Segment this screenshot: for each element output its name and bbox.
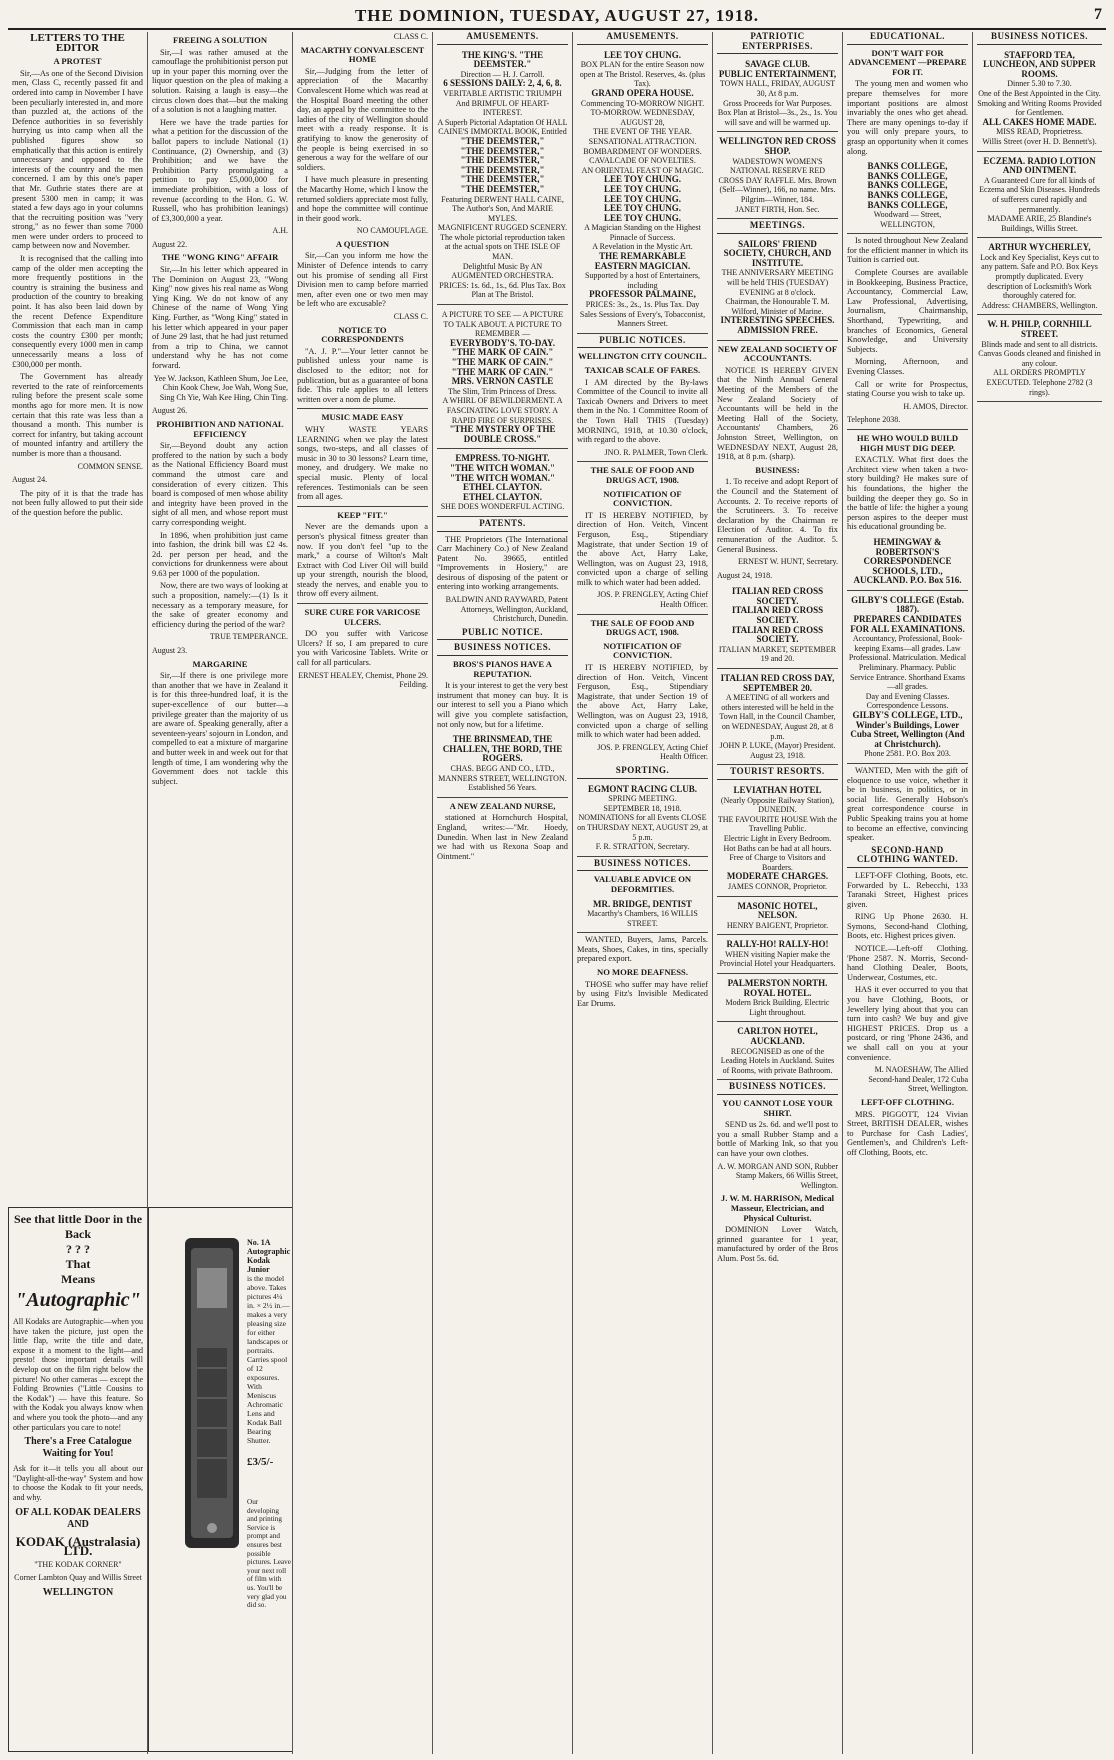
- kodak-brand: KODAK (Australasia) LTD.: [15, 1533, 141, 1559]
- ad-line: ITALIAN RED CROSS SOCIETY.: [731, 605, 824, 626]
- ad-line: A Magician Standing on the Highest Pinnacle of Success.: [584, 223, 701, 242]
- section-title-amusements: AMUSEMENTS.: [437, 32, 568, 45]
- letter-signature: A.H.: [272, 226, 288, 236]
- ad-masonic-hotel: [717, 899, 838, 936]
- ad-line: MAGNIFICENT RUGGED SCENERY. The whole pictorial reproduction taken at the actual spots on THE ISLE OF MAN.: [437, 223, 568, 262]
- notice-signature: JOS. P. FRENGLEY, Acting Chief Health Officer.: [597, 590, 708, 610]
- ad-paragraph: Is noted throughout New Zealand for the efficient manner in which its Tuition is carried out.: [847, 236, 968, 265]
- camera-description: [247, 1238, 291, 1445]
- ad-line: "THE DEEMSTER,": [460, 164, 545, 175]
- ad-line: Featuring DERWENT HALL CAINE, The Author's Son, And MARIE MYLES.: [441, 194, 564, 223]
- section-title-business-2: BUSINESS NOTICES.: [577, 859, 708, 872]
- ad-line: Gross Proceeds for War Purposes. Box Plan at Bristol—3s., 2s., 1s. You will save and will be warmed up.: [717, 98, 838, 127]
- ad-phone: Telephone 2038.: [847, 415, 901, 425]
- ad-line: Address: CHAMBERS, Wellington.: [981, 300, 1098, 310]
- ad-title-nurse: A NEW ZEALAND NURSE,: [449, 800, 556, 811]
- ad-line: Chairman, the Honourable T. M. Wilford, Minister of Marine.: [725, 297, 830, 316]
- section-title-meetings: MEETINGS.: [717, 221, 838, 234]
- ad-title: W. H. PHILP, CORNHILL STREET.: [987, 319, 1092, 340]
- ad-line: BOX PLAN for the entire Season now open at The Bristol. Reserves, 4s. (plus Tax).: [579, 60, 706, 89]
- ad-rally-ho: [717, 937, 838, 974]
- notice-title-conviction-2: NOTIFICATION OF CONVICTION.: [603, 640, 682, 661]
- kodak-city: WELLINGTON: [42, 1586, 114, 1598]
- ad-title: SAILORS' FRIEND SOCIETY, CHURCH, AND INSTITUTE.: [723, 238, 832, 268]
- ad-line: PUBLIC ENTERTAINMENT,: [718, 68, 837, 79]
- ad-line: Direction — H. J. Carroll.: [460, 69, 545, 79]
- notice-paragraph: I AM directed by the By-laws Committee of the Council to invite all Taxicab Owners and Drivers to meet them in the No. 1 Committee Room of the Town Hall THIS (Tuesday) MORNING, 1918, at 10.30 o'clock, with regard to the above.: [577, 377, 708, 445]
- section-title-business: BUSINESS NOTICES.: [437, 643, 568, 656]
- ad-line: JANET FIRTH, Hon. Sec.: [735, 204, 820, 214]
- letter-paragraph: The pity of it is that the trade has not been fully allowed to put their side of the question before the public.: [12, 488, 143, 517]
- ad-title: CARLTON HOTEL, AUCKLAND.: [737, 1026, 818, 1047]
- ad-opera-house: [577, 48, 708, 334]
- column-educational: [843, 32, 973, 1754]
- ad-line: One of the Best Appointed in the City. Smoking and Writing Rooms Provided for Gentlemen.: [977, 88, 1102, 118]
- ad-dentist: [577, 897, 708, 934]
- notice-signature: JNO. R. PALMER, Town Clerk.: [604, 447, 708, 457]
- ad-egmont-racing: [577, 782, 708, 857]
- notice-paragraph: IT IS HEREBY NOTIFIED, by direction of Hon. Veitch, Vincent Ferguson, Esq., Stipendiary Magistrate, that under Section 19 of the above Act, Harry Lake, Wellington, was on August 23, 1918, convicted upon a charge of selling milk to which water had been added.: [577, 663, 708, 740]
- ad-carlton-hotel: [717, 1024, 838, 1080]
- ad-title: ROYAL HOTEL.: [743, 987, 812, 998]
- ad-wycherley: [977, 240, 1102, 315]
- ad-paragraph: WANTED, Buyers, Jams, Parcels. Meats, Shoes, Cakes, in tins, specially prepared export.: [577, 935, 708, 964]
- masthead-title: THE DOMINION, TUESDAY, AUGUST 27, 1918.: [354, 6, 760, 25]
- letter-paragraph: Sir,—In his letter which appeared in The Dominion on August 23, "Wong King" now gives his real name as Wong Ying King. We do not know of any Chinese of the name of Wong Ying King. Further, as "Wong King" stated in his letter which appeared in your paper of June 29 last, that he had just returned from a trip to China, we cannot understand why he has not come forward.: [152, 265, 288, 370]
- column-letters-1: [8, 32, 148, 1754]
- ad-gilbys-college: [847, 593, 968, 764]
- ad-line: Modern Brick Building. Electric Light throughout.: [725, 998, 830, 1017]
- ad-hemingway: [847, 535, 968, 591]
- notice-paragraph: NOTICE IS HEREBY GIVEN that the Ninth Annual General Meeting of the Members of the New Zealand Society of Accountants will be held in the Meeting Hall of the Society, Accountants' Chambers, 26 Johnston Street, Wellington, on WEDNESDAY NEXT, August 28, 1918, at 8 p.m. (sharp).: [717, 365, 838, 462]
- ad-line: F. R. STRATTON, Secretary.: [595, 842, 690, 852]
- ad-line: VERITABLE ARTISTIC TRIUMPH And BRIMFUL OF HEART-INTEREST.: [443, 88, 562, 118]
- ad-line: THE BRINSMEAD, THE CHALLEN, THE BORD, THE ROGERS.: [442, 734, 563, 764]
- ad-eczema: [977, 154, 1102, 239]
- letter-signature: COMMON SENSE.: [77, 461, 143, 471]
- ad-kings-theatre: [437, 48, 568, 305]
- ad-banks-college: [847, 159, 968, 234]
- notice-paragraph: 1. To receive and adopt Report of the Council and the Statement of Accounts. 2. To receive reports of the Scrutineers. 3. To receive declaration by the Chairman re Election of Auditor. 4. To fix remuneration of the Auditor. 5. General Business.: [717, 477, 838, 554]
- ad-line: "THE MARK OF CAIN.": [451, 347, 554, 358]
- ad-savage-club: [717, 57, 838, 132]
- ad-line: LEE TOY CHUNG.: [603, 203, 682, 214]
- letter-paragraph: Sir,—I was rather amused at the camouflage the prohibitionist person put up in your paper this morning over the liquor question on the plea of making a solution. Raising a laugh is easy—the circus clown does that—but the making of a solution is not a laughing matter.: [152, 47, 288, 115]
- section-title-second-hand: SECOND-HAND CLOTHING WANTED.: [847, 846, 968, 868]
- letter-paragraph: Sir,—If there is one privilege more than another that we have in Zealand it is for this three-hundred loaf, it is the super-excellence of our butter—a privilege greater than the majority of us are aware of. Speaking generally, after a seventeen-years' sojourn in London, and compelled to eat a mixture of margarine and butter week in and week out for that length of time, I am wondering why the Government does not tackle this subject.: [152, 671, 288, 786]
- ad-signature: M. NAOESHAW, The Allied Second-hand Dealer, 172 Cuba Street, Wellington.: [868, 1065, 968, 1094]
- ad-line: "THE MARK OF CAIN.": [451, 366, 554, 377]
- ad-title: ARTHUR WYCHERLEY,: [988, 242, 1091, 253]
- ad-line: WADESTOWN WOMEN'S NATIONAL RESERVE RED CROSS DAY RAFFLE. Mrs. Brown (Self—Winner), 166, no name. Mrs. Pilgrim—Winner, 184.: [718, 156, 837, 204]
- ad-line: ADMISSION FREE.: [737, 325, 818, 336]
- ad-title-shirt: YOU CANNOT LOSE YOUR SHIRT.: [722, 1098, 833, 1118]
- letter-title-freeing: FREEING A SOLUTION: [172, 35, 268, 45]
- letter-title-convalescent: MACARTHY CONVALESCENT HOME: [300, 44, 425, 65]
- notice-signature: ERNEST W. HUNT, Secretary.: [737, 557, 838, 567]
- ad-line: RECOGNISED as one of the Leading Hotels in Auckland. Suites of Rooms, with private Bathroom.: [720, 1046, 835, 1075]
- notice-title-business: BUSINESS:: [755, 464, 800, 475]
- ad-line: Blinds made and sent to all districts. Canvas Goods cleaned and finished in any colour.: [978, 339, 1101, 368]
- kodak-that: That: [65, 1257, 91, 1271]
- ad-italian-red-cross-day: [717, 671, 838, 765]
- kodak-question-marks: ? ? ?: [66, 1242, 90, 1256]
- ad-paragraph: SEND us 2s. 6d. and we'll post to you a small Rubber Stamp and a bottle of Marking Ink, so that you can have your own clothes.: [717, 1120, 838, 1158]
- ad-empress-theatre: [437, 451, 568, 517]
- ad-title: EVERYBODY'S. TO-DAY.: [450, 337, 555, 348]
- section-title-public-notices: PUBLIC NOTICES.: [577, 336, 708, 349]
- kodak-address: Corner Lambton Quay and Willis Street: [14, 1573, 142, 1583]
- ad-pianos-list: [437, 732, 568, 798]
- ad-title: ECZEMA. RADIO LOTION AND OINTMENT.: [983, 155, 1096, 176]
- letter-paragraph: Sir,—Judging from the letter of appreciation of the Macarthy Convalescent Home which was read at the Hospital Board meeting the other day, an appeal by the committee to the ladies of the city of Wellington should meet with a ready response. It is gratifying to know the generosity of the people is being exercised in so generous a way for the welfare of our soldiers.: [297, 66, 428, 172]
- ad-line: "THE DEEMSTER,": [460, 155, 545, 166]
- ad-line: 6 SESSIONS DAILY: 2, 4, 6, 8.: [443, 78, 562, 89]
- ad-line: "THE DEEMSTER,": [460, 145, 545, 156]
- section-title-patriotic: PATRIOTIC ENTERPRISES.: [717, 32, 838, 54]
- ad-paragraph: NOTICE.—Left-off Clothing. 'Phone 2587. N. Morris, Second-hand Clothing Dealer, Boots, Underwear, Costumes, etc.: [847, 944, 968, 982]
- section-title-business-4: BUSINESS NOTICES.: [977, 32, 1102, 45]
- ad-leviathan-hotel: [717, 783, 838, 897]
- notice-paragraph: IT IS HEREBY NOTIFIED, by direction of Hon. Veitch, Vincent Ferguson, Esq., Stipendiary Magistrate, that under Section 19 of the above Act, Harry Lake, Wellington, was on August 23, 1918, convicted upon a charge of selling milk to which water had been added.: [577, 510, 708, 587]
- ad-line: Delightful Music By AN AUGMENTED ORCHESTRA.: [451, 261, 554, 281]
- kodak-ask: Ask for it—it tells you all about our "Daylight-all-the-way" System and how to choose the Kodak to fit your needs, and why.: [13, 1464, 143, 1502]
- camera-service: Our developing and printing Service is prompt and ensures best possible pictures. Leave your next roll of film with us. You'll be very glad you did so.: [247, 1498, 291, 1610]
- ad-line: "THE DEEMSTER,": [460, 135, 545, 146]
- ad-line: BANKS COLLEGE,: [867, 180, 948, 191]
- kodak-autographic: "Autographic": [15, 1289, 141, 1311]
- ad-line: CHAS. BEGG AND CO., LTD., MANNERS STREET, WELLINGTON. Established 56 Years.: [438, 763, 567, 793]
- ad-line: LEE TOY CHUNG.: [603, 212, 682, 223]
- ad-line: ALL CAKES HOME MADE.: [982, 116, 1097, 127]
- column-amusements-1: [433, 32, 573, 1754]
- ad-line: Woodward — Street, WELLINGTON,: [873, 210, 942, 229]
- ad-line: PREPARES CANDIDATES FOR ALL EXAMINATIONS.: [850, 614, 965, 634]
- ad-title: EMPRESS. TO-NIGHT.: [455, 453, 550, 464]
- ad-paragraph: LEFT-OFF Clothing, Boots, etc. Forwarded by L. Rebecchi, 133 Taranaki Street, Highest prices given.: [847, 870, 968, 909]
- ad-line: WHEN visiting Napier make the Provincial Hotel your Headquarters.: [719, 949, 836, 969]
- letter-signature: TRUE TEMPERANCE.: [209, 632, 288, 642]
- ad-line: A PICTURE TO SEE — A PICTURE TO TALK ABOUT. A PICTURE TO REMEMBER —: [441, 310, 564, 339]
- ad-line: THE FAVOURITE HOUSE With the Travelling Public.: [717, 814, 838, 834]
- letter-paragraph: Sir,—Can you inform me how the Minister of Defence intends to carry out his promise of sending all First Division men to camp before married men, after even one or two men may be left who are excusable?: [297, 251, 428, 309]
- notice-title-taxicab: TAXICAB SCALE OF FARES.: [584, 365, 701, 375]
- ad-title: GILBY'S COLLEGE (Estab. 1887).: [851, 594, 964, 615]
- ad-title: ITALIAN RED CROSS DAY, SEPTEMBER 20.: [720, 673, 835, 693]
- ad-title: THE KING'S. "THE DEEMSTER.": [461, 49, 544, 70]
- letter-paragraph: Here we have the trade parties for what a petition for the discussion of the ballot papers to include National (1) Continuance, (2) Ownership, and (3) Prohibition; and we have the Prohibition Party promulgating a petition to pay £5,000,000 for immediate prohibition, with a loss of revenue (according to the Hon. G. W. Russell, who has prohibition leanings) of £3,300,000 a year.: [152, 117, 288, 223]
- ad-title-deafness: NO MORE DEAFNESS.: [597, 967, 688, 978]
- ad-paragraph: DOMINION Lover Watch, grinned guarantee for 1 year, manufactured by order of the Bros Alum. Post 5s. 6d.: [717, 1225, 838, 1263]
- ad-stafford-rooms: [977, 48, 1102, 152]
- notice-title-council: WELLINGTON CITY COUNCIL.: [578, 351, 707, 362]
- ad-line: BANKS COLLEGE,: [867, 199, 948, 210]
- letter-signature: CLASS C.: [393, 312, 428, 322]
- ad-line: PROFESSOR PALMAINE,: [589, 289, 696, 300]
- ad-line: LEE TOY CHUNG.: [603, 193, 682, 204]
- section-title-tourist: TOURIST RESORTS.: [717, 767, 838, 780]
- ad-signature: H. AMOS, Director.: [903, 401, 968, 411]
- ad-title-bros: BROS'S PIANOS HAVE A REPUTATION.: [453, 659, 552, 679]
- ad-title-build: HE WHO WOULD BUILD HIGH MUST DIG DEEP.: [856, 432, 959, 453]
- section-title-patents: PATENTS.: [437, 519, 568, 532]
- column-letters-3: [293, 32, 433, 1754]
- ad-title: EGMONT RACING CLUB.: [587, 783, 698, 794]
- ad-paragraph: THOSE who suffer may have relief by using Fitz's Invisible Medicated Ear Drums.: [577, 979, 708, 1008]
- ad-title: SAVAGE CLUB.: [745, 59, 810, 70]
- ad-line: ITALIAN MARKET, SEPTEMBER 19 and 20.: [718, 644, 837, 664]
- letter-date: August 24.: [12, 475, 48, 485]
- ad-paragraph: Complete Courses are available in Bookkeeping, Business Practice, Accountancy, Commercial Law, Law Professional, Advertising, Journalism, Chairmanship, Shorthand, Typewriting, and branches of Economics, General Knowledge, and University Subjects.: [847, 268, 968, 354]
- ad-line: TOWN HALL, FRIDAY, AUGUST 30, At 8 p.m.: [719, 79, 836, 98]
- ad-line: (Nearly Opposite Railway Station), DUNEDIN.: [720, 795, 835, 815]
- ad-line: "THE WITCH WOMAN.": [450, 462, 555, 473]
- ad-line: Willis Street (over H. D. Bennett's).: [982, 136, 1097, 146]
- ad-line: A Superb Pictorial Adaptation Of HALL CAINE'S IMMORTAL BOOK, Entitled: [437, 117, 568, 137]
- section-title-amusements-2: AMUSEMENTS.: [577, 32, 708, 45]
- ad-paragraph: Never are the demands upon a person's physical fitness greater than now. If you don't feel "up to the mark," a course of Wilton's Malt Extract with Cod Liver Oil will build up your strength, nourish the blood, steady the nerves, and enable you to throw off every ailment.: [297, 522, 428, 599]
- ad-line: JAMES CONNOR, Proprietor.: [727, 881, 828, 891]
- ad-title: STAFFORD TEA, LUNCHEON, AND SUPPER ROOMS.: [983, 49, 1096, 79]
- ad-line: GILBY'S COLLEGE, LTD., Winder's Buildings, Lower Cuba Street, Wellington (And at Christchurch).: [850, 710, 965, 749]
- ad-line: NOMINATIONS for all Events CLOSE on THURSDAY NEXT, AUGUST 29, at 5 p.m.: [577, 813, 708, 842]
- ad-line: A Guaranteed Cure for all kinds of Eczema and Skin Diseases. Hundreds of sufferers cured rapidly and permanently.: [979, 175, 1100, 214]
- ad-paragraph: Call or write for Prospectus, stating Course you wish to take up.: [847, 379, 968, 399]
- ad-line: SPRING MEETING.: [608, 794, 677, 804]
- notice-title-food-2: THE SALE OF FOOD AND DRUGS ACT, 1908.: [590, 617, 695, 638]
- section-title-sporting: SPORTING.: [577, 766, 708, 779]
- ad-line: Electric Light in Every Bedroom. Hot Baths can be had at all hours. Free of Charge to Visitors and Boarders.: [723, 833, 832, 872]
- ad-line: Macarthy's Chambers, 16 WILLIS STREET.: [587, 909, 698, 928]
- letter-title-question: A QUESTION: [335, 238, 390, 249]
- ad-line: ITALIAN RED CROSS SOCIETY.: [731, 624, 824, 645]
- letter-paragraph: Sir,—As one of the Second Division men, Class C, recently passed fit and ordered into camp in November I have been peculiarly interested in, and more than puzzled at, the actions of the Defence authorities in so feverishly hurrying us into camp when all the published figures show so emphatically that this action is entirely unnecessary and opposed to the interests of the country and the men concerned. I am by this one's paper that Mr. Guthrie states there are at present 5300 men in camp; it was stated a few days ago in your columns that the recruiting position was "very strong," as no fewer than some 7000 men were under orders to proceed to camp between now and November.: [12, 68, 143, 251]
- ad-paragraph: HAS it ever occurred to you that you have Clothing, Boots, or Jewellery lying about that you can turn into cash? We buy and give HIGHEST PRICES. Drop us a postcard, or ring 'Phone 2436, and we shall call on you at your convenience.: [847, 985, 968, 1062]
- ad-title-dont-wait: DON'T WAIT FOR ADVANCEMENT —PREPARE FOR IT.: [848, 47, 967, 77]
- ad-line: ETHEL CLAYTON.: [462, 482, 543, 493]
- ad-paragraph: THE Proprietors (The International Carr Machinery Co.) of New Zealand Patent No. 39665, entitled "Improvements in Hosiery," are desirous of disposing of the patent or entering into working arrangements.: [437, 534, 568, 592]
- ad-line: INTERESTING SPEECHES.: [720, 315, 835, 326]
- section-title-educational: EDUCATIONAL.: [847, 32, 968, 45]
- masthead: [8, 6, 1106, 30]
- notice-signature: JOS. P. FRENGLEY, Acting Chief Health Officer.: [597, 742, 708, 762]
- letter-title-protest: A PROTEST: [53, 56, 102, 67]
- notice-title-accountants: NEW ZEALAND SOCIETY OF ACCOUNTANTS.: [717, 343, 838, 364]
- ad-title-left-off: LEFT-OFF CLOTHING.: [861, 1096, 954, 1107]
- ad-line: THE EVENT OF THE YEAR. SENSATIONAL ATTRACTION. BOMBARDMENT OF WONDERS. CAVALCADE OF NOVELTIES.: [583, 127, 702, 166]
- ad-line: MRS. VERNON CASTLE: [451, 376, 554, 387]
- ad-line: "THE WITCH WOMAN.": [450, 472, 555, 483]
- ad-line: Lock and Key Specialist, Keys cut to any pattern. Safe and P.O. Box Keys promptly duplicated. Every description of Locksmith's Work thoroughly catered for.: [980, 252, 1099, 301]
- letter-paragraph: I have much pleasure in presenting the Macarthy Home, which I know the returned soldiers appreciate most fully, and hope the committee will continue in their good work.: [297, 175, 428, 223]
- ad-paragraph: WANTED, Men with the gift of eloquence to use voice, whether it be in business, in politics, or in social life. Generally Hobson's great correspondence course in Public Speaking trains you at home to become an effective, convincing speaker.: [847, 765, 968, 843]
- ad-line: THE ANNIVERSARY MEETING will be held THIS (TUESDAY) EVENING at 8 o'clock.: [721, 268, 834, 297]
- ad-title: MASONIC HOTEL, NELSON.: [737, 900, 818, 921]
- notice-title-conviction: NOTIFICATION OF CONVICTION.: [603, 488, 682, 509]
- camera-model: No. 1A Autographic Kodak Junior: [247, 1238, 291, 1274]
- ad-royal-hotel: [717, 976, 838, 1022]
- letter-signature: NO CAMOUFLAGE.: [356, 226, 428, 236]
- ad-line: Phone 2581. P.O. Box 203.: [864, 749, 951, 759]
- ad-paragraph: stationed at Hornchurch Hospital, England, writes:—"Mr. Hoedy, Dunedin. When last in New Zealand we had with us Rexona Soap and Ointment.": [437, 813, 568, 861]
- ad-line: "THE MYSTERY OF THE DOUBLE CROSS.": [449, 424, 556, 444]
- ad-line: HEMINGWAY & ROBERTSON'S CORRESPONDENCE SCHOOLS, LTD., AUCKLAND. P.O. Box 516.: [853, 536, 962, 586]
- notice-title-food: THE SALE OF FOOD AND DRUGS ACT, 1908.: [590, 465, 695, 485]
- ad-title: WELLINGTON RED CROSS SHOP.: [719, 136, 836, 156]
- ad-paragraph: EXACTLY. What first does the Architect view when taken a two-story building? He makes sure of his foundations, the higher the building the deeper they go. So in the battle of life: the higher a young person aspires to the deeper must his educational grounding be.: [847, 455, 968, 532]
- ad-paragraph: MRS. PIGGOTT, 124 Vivian Street, BRITISH DEALER, wishes to Purchase for Cash Ladies', Gentlemen's, and Children's Left-off Clothing, Boots, etc.: [847, 1109, 968, 1157]
- newspaper-columns: [8, 32, 1106, 1754]
- ad-title-keep-fit: KEEP "FIT.": [337, 509, 388, 520]
- camera-desc: is the model above. Takes pictures 4¼ in. × 2½ in.—makes a very pleasing size for either landscapes or portraits. Carries spool of 12 exposures. With Meniscus Achromatic Lens and Kodak Ball Bearing Shutter.: [247, 1274, 290, 1445]
- ad-line: PRICES: 1s. 6d., 1s., 6d. Plus Tax. Box Plan at The Bristol.: [439, 280, 566, 300]
- ad-line: PRICES: 3s., 2s., 1s. Plus Tax. Day Sales Sessions of Every's, Tobacconist, Manners Street.: [579, 300, 706, 329]
- ad-italian-red-cross: [717, 584, 838, 669]
- ad-title-harrison: J. W. M. HARRISON, Medical Masseur, Electrician, and Physical Culturist.: [720, 1193, 835, 1223]
- ad-line: ALL ORDERS PROMPTLY EXECUTED. Telephone 2782 (3 rings).: [986, 368, 1093, 397]
- ad-line: Accountancy, Professional, Book-keeping Exams—all grades. Law Professional. Matriculation. Medical Preliminary. Pharmacy. Public Service Entrance. Shorthand Exams—all grades.: [848, 634, 967, 692]
- ad-paragraph: RING Up Phone 2630. H. Symons, Second-hand Clothing, Boots, etc. Highest prices given.: [847, 912, 968, 941]
- ad-line: Commencing TO-MORROW NIGHT. TO-MORROW. WEDNESDAY, AUGUST 28,: [580, 98, 705, 127]
- letter-paragraph: The Government has already reverted to the rate of reinforcements ruling before the present scale some months ago for more men. It is now certain that this rate was less than a thousand a month. This number is correct for infantry, but taking account of mounted infantry and artillery the number is more than a thousand.: [12, 372, 143, 458]
- notice-date: August 24, 1918.: [717, 570, 773, 580]
- ad-title-deformities: VALUABLE ADVICE ON DEFORMITIES.: [593, 874, 692, 894]
- kodak-body: All Kodaks are Autographic—when you have taken the picture, just open the little flap, write the title and date, expose it a moment to the light—and presto! those important details will develop out on the film right below the picture! No other cameras — except the Folding Brownies ("Little Cousins to the Kodak") — have this feature. So with the Kodak you always know when and where you took the photo—and any other particulars you care to note!: [13, 1317, 143, 1432]
- section-title-public-notice: PUBLIC NOTICE.: [437, 628, 568, 641]
- kodak-headline: See that little Door in the Back: [13, 1212, 143, 1241]
- column-business: [973, 32, 1106, 1754]
- ad-line: A Revelation in the Mystic Art.: [592, 242, 693, 252]
- ad-line: BANKS COLLEGE,: [867, 170, 948, 181]
- letter-paragraph: "A. J. P."—Your letter cannot be published unless your name is disclosed to the editor; not for publication, but as a guarantee of bona fide. This rule applies to all letters written over a nom de plume.: [297, 346, 428, 404]
- camera-price: £3/5/-: [247, 1456, 274, 1468]
- ad-line: ITALIAN RED CROSS SOCIETY.: [731, 586, 824, 606]
- ad-paragraph: It is your interest to get the very best instrument that money can buy. It is our interest to sell you a Piano which will give you complete satisfaction, not only now, but for a lifetime.: [437, 681, 568, 729]
- letter-paragraph: It is recognised that the calling into camp of the older men accepting the more frequently postitions in the country is straining the business and production of the country to breaking point. It has also been laid down by the recent Defence Expenditure Commission that each man in camp costs the country £300 per month; consequently every 1000 men in camp unnecessarily means a loss of £300,000 per month.: [12, 254, 143, 369]
- ad-line: Day and Evening Classes. Correspondence Lessons.: [865, 691, 950, 711]
- letter-signature: CLASS C.: [393, 32, 428, 41]
- ad-title-varicose: SURE CURE FOR VARICOSE ULCERS.: [304, 607, 421, 627]
- ad-line: JOHN P. LUKE, (Mayor) President.: [719, 741, 836, 751]
- ad-line: SEPTEMBER 18, 1918.: [603, 803, 682, 813]
- ad-philp: [977, 317, 1102, 402]
- ad-title: GRAND OPERA HOUSE.: [591, 87, 694, 98]
- letter-signature: Yee W. Jackson, Kathleen Shum, Joe Lee, Chin Kook Chew, Joe Wah, Wong Sue, Sing Ch Yie, Wah Kee Hing, Chin Ting.: [153, 373, 288, 402]
- ad-line: ETHEL CLAYTON.: [462, 491, 543, 502]
- ad-line: AN ORIENTAL FEAST OF MAGIC.: [581, 165, 704, 175]
- kodak-store: "THE KODAK CORNER": [34, 1559, 122, 1569]
- column-patriotic: [713, 32, 843, 1754]
- ad-line: MODERATE CHARGES.: [726, 871, 829, 882]
- ad-line: THE REMARKABLE EASTERN MAGICIAN.: [594, 251, 691, 271]
- ad-line: MADAME ARIE, 25 Blandine's Buildings, Willis Street.: [987, 214, 1092, 233]
- ad-line: "THE DEEMSTER,": [460, 183, 545, 194]
- kodak-catalogue: There's a Free Catalogue Waiting for You!: [24, 1436, 132, 1460]
- letter-paragraph: Now, there are two ways of looking at such a proposition, namely:—(1) Is it necessary as a temporary measure, for the sake of greater economy and efficiency during the period of the war?: [152, 581, 288, 629]
- ad-line: BANKS COLLEGE,: [867, 189, 948, 200]
- column-letters-2: [148, 32, 293, 1754]
- section-title-business-3: BUSINESS NOTICES.: [717, 1082, 838, 1095]
- letter-paragraph: In 1896, when prohibition just came into fashion, the drink bill was £2 4s. 2d. per person per head, and the convictions for drunkenness were about 9.63 per 1000 of the population.: [152, 530, 288, 578]
- letter-date: August 23.: [152, 646, 188, 656]
- ad-paragraph: DO you suffer with Varicose Ulcers? If so, I am prepared to cure you with Varicosine Tablets. Write or call for all particulars.: [297, 629, 428, 668]
- ad-title: RALLY-HO! RALLY-HO!: [726, 939, 829, 950]
- ad-sailors-society: [717, 237, 838, 341]
- section-title-letters: LETTERS TO THE EDITOR: [30, 32, 125, 54]
- ad-signature: ERNEST HEALEY, Chemist, Phone 29. Feilding.: [298, 670, 428, 690]
- folding-camera-icon: [177, 1228, 247, 1558]
- ad-title: LEVIATHAN HOTEL: [733, 784, 822, 795]
- letter-paragraph: Sir,—Beyond doubt any action proffered to the nation by such a body as the National Efficiency Board must command the utmost care and consideration of every citizen. This board is composed of men whose ability and integrity have been proved in the sight of all men, and whose report must carry corresponding weight.: [152, 441, 288, 527]
- ad-line: SHE DOES WONDERFUL ACTING.: [440, 502, 565, 512]
- letter-title-wong: THE "WONG KING" AFFAIR: [161, 252, 279, 263]
- kodak-means: Means: [61, 1272, 95, 1286]
- ad-line: The Slim, Trim Princess of Dress.: [448, 386, 557, 396]
- ad-line: A MEETING of all workers and others interested will be held in the Town Hall, in the Council Chamber, on WEDNESDAY, August 28, at 8 p.m.: [719, 693, 836, 741]
- camera-advertisement: [148, 1207, 293, 1752]
- ad-red-cross-shop: [717, 134, 838, 219]
- ad-title-music: MUSIC MADE EASY: [321, 412, 404, 423]
- ad-line: "THE MARK OF CAIN.": [451, 357, 554, 367]
- ad-paragraph: The young men and women who prepare themselves for more important positions are almost invariably the ones who get ahead. There are many openings to-day if you will only prepare yours, to grasp an opportunity when it comes along.: [847, 79, 968, 156]
- ad-line: LEE TOY CHUNG.: [603, 183, 682, 194]
- kodak-advertisement: [8, 1207, 148, 1752]
- kodak-dealers: OF ALL KODAK DEALERS AND: [15, 1506, 141, 1530]
- ad-line: A WHIRL OF BEWILDERMENT. A FASCINATING LOVE STORY. A RAPID FIRE OF SURPRISES.: [442, 396, 563, 425]
- ad-line: HENRY BAIGENT, Proprietor.: [726, 920, 829, 930]
- letter-title-prohibition: PROHIBITION AND NATIONAL EFFICIENCY: [156, 418, 284, 439]
- letter-title-notice: NOTICE TO CORRESPONDENTS: [321, 324, 404, 345]
- ad-signature: BALDWIN AND RAYWARD, Patent Attorneys, Wellington, Auckland, Christchurch, Dunedin.: [445, 595, 568, 624]
- letter-title-margarine: MARGARINE: [192, 658, 248, 669]
- ad-line: PALMERSTON NORTH.: [727, 978, 828, 989]
- ad-everybodys-theatre: [437, 307, 568, 449]
- ad-line: Dinner 5.30 to 7.30.: [1007, 79, 1072, 89]
- ad-line: LEE TOY CHUNG.: [603, 174, 682, 185]
- column-amusements-2: [573, 32, 713, 1754]
- ad-line: BANKS COLLEGE,: [867, 161, 948, 172]
- ad-signature: A. W. MORGAN AND SON, Rubber Stamp Makers, 66 Willis Street, Wellington.: [717, 1161, 838, 1190]
- ad-line: Supported by a host of Entertainers, including: [584, 271, 701, 290]
- letter-date: August 26.: [152, 406, 188, 416]
- ad-paragraph: Morning, Afternoon, and Evening Classes.: [847, 357, 968, 376]
- ad-line: MISS READ, Proprietress.: [996, 127, 1083, 137]
- page-number: 7: [1094, 6, 1102, 23]
- ad-line: "THE DEEMSTER,": [460, 174, 545, 185]
- ad-paragraph: WHY WASTE YEARS LEARNING when we play the latest songs, two-steps, and all classes of music in 30 to 30 lessons? Learn time, money, and drudgery. We make no special music. Plenty of local references. Testimonials can be seen from all ages.: [297, 424, 428, 502]
- ad-title: MR. BRIDGE, DENTIST: [592, 898, 693, 909]
- ad-line: August 23, 1918.: [749, 750, 806, 760]
- letter-date: August 22.: [152, 239, 188, 249]
- ad-line: LEE TOY CHUNG.: [603, 49, 682, 60]
